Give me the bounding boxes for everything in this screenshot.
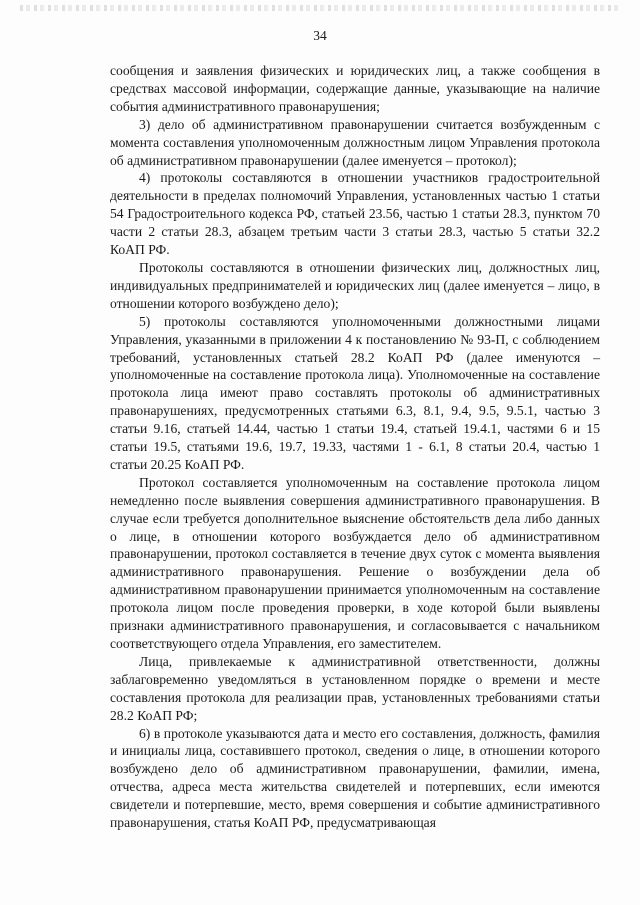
paragraph-item-3: 3) дело об административном правонарушении считается возбужденным с момента составления уполномоченным должностным лицом Управления протокола об административном правонарушении (далее именуется – протокол); <box>110 116 600 168</box>
paragraph-continuation: сообщения и заявления физических и юридических лиц, а также сообщения в средствах массовой информации, содержащие данные, указывающие на наличие события административного правонарушения; <box>110 63 600 114</box>
paragraph-protocol-timing: Протокол составляется уполномоченным на составление протокола лицом немедленно после выявления совершения административного правонарушения. В случае если требуется дополнительное выяснение обстоятельств дела либо данных о лице, в отношении которого возбуждается дело об административном правонарушении, протокол составляется в течение двух суток с момента выявления административного правонарушения. Решение о возбуждении дела об административном правонарушении принимается уполномоченным на составление протокола лицом после проведения проверки, в ходе которой были выявлены признаки административного правонарушения, и согласовывается с начальником соответствующего отдела Управления, его заместителем. <box>110 474 600 651</box>
paragraph-protocol-subjects: Протоколы составляются в отношении физических лиц, должностных лиц, индивидуальных предпринимателей и юридических лиц (далее именуется – лицо, в отношении которого возбуждено дело); <box>110 259 600 311</box>
scan-artifact-header <box>20 5 620 11</box>
document-body <box>110 62 600 832</box>
paragraph-item-5: 5) протоколы составляются уполномоченными должностными лицами Управления, указанными в приложении 4 к постановлению № 93-П, с соблюдением требований, установленных статьей 28.2 КоАП РФ (далее именуются – уполномоченные на составление протокола лица). Уполномоченные на составление протокола лица имеют право составлять протоколы об административных правонарушениях, предусмотренных статьями 6.3, 8.1, 9.4, 9.5, 9.5.1, частью 3 статьи 9.16, статьей 14.44, частью 1 статьи 19.4, статьей 19.4.1, частями 6 и 15 статьи 19.5, статьями 19.6, 19.7, 19.33, частями 1 - 6.1, 8 статьи 20.4, частью 1 статьи 20.25 КоАП РФ. <box>110 313 600 472</box>
paragraph-item-4: 4) протоколы составляются в отношении участников градостроительной деятельности в пределах полномочий Управления, установленных частью 1 статьи 54 Градостроительного кодекса РФ, статьей 23.56, частью 1 статьи 28.3, пунктом 70 части 2 статьи 28.3, абзацем третьим части 3 статьи 28.3, частью 5 статьи 32.2 КоАП РФ. <box>110 170 600 258</box>
paragraph-item-6: 6) в протоколе указываются дата и место его составления, должность, фамилия и инициалы лица, составившего протокол, сведения о лице, в отношении которого возбуждено дело об административном правонарушении, фамилии, имена, отчества, адреса места жительства свидетелей и потерпевших, если имеются свидетели и потерпевшие, место, время совершения и событие административного правонарушения, статья КоАП РФ, предусматривающая <box>110 725 600 831</box>
page-number: 34 <box>313 28 327 43</box>
paragraph-notification: Лица, привлекаемые к административной ответственности, должны заблаговременно уведомляться в установленном порядке о времени и месте составления протокола для реализации прав, установленных требованиями статьи 28.2 КоАП РФ; <box>110 653 600 723</box>
